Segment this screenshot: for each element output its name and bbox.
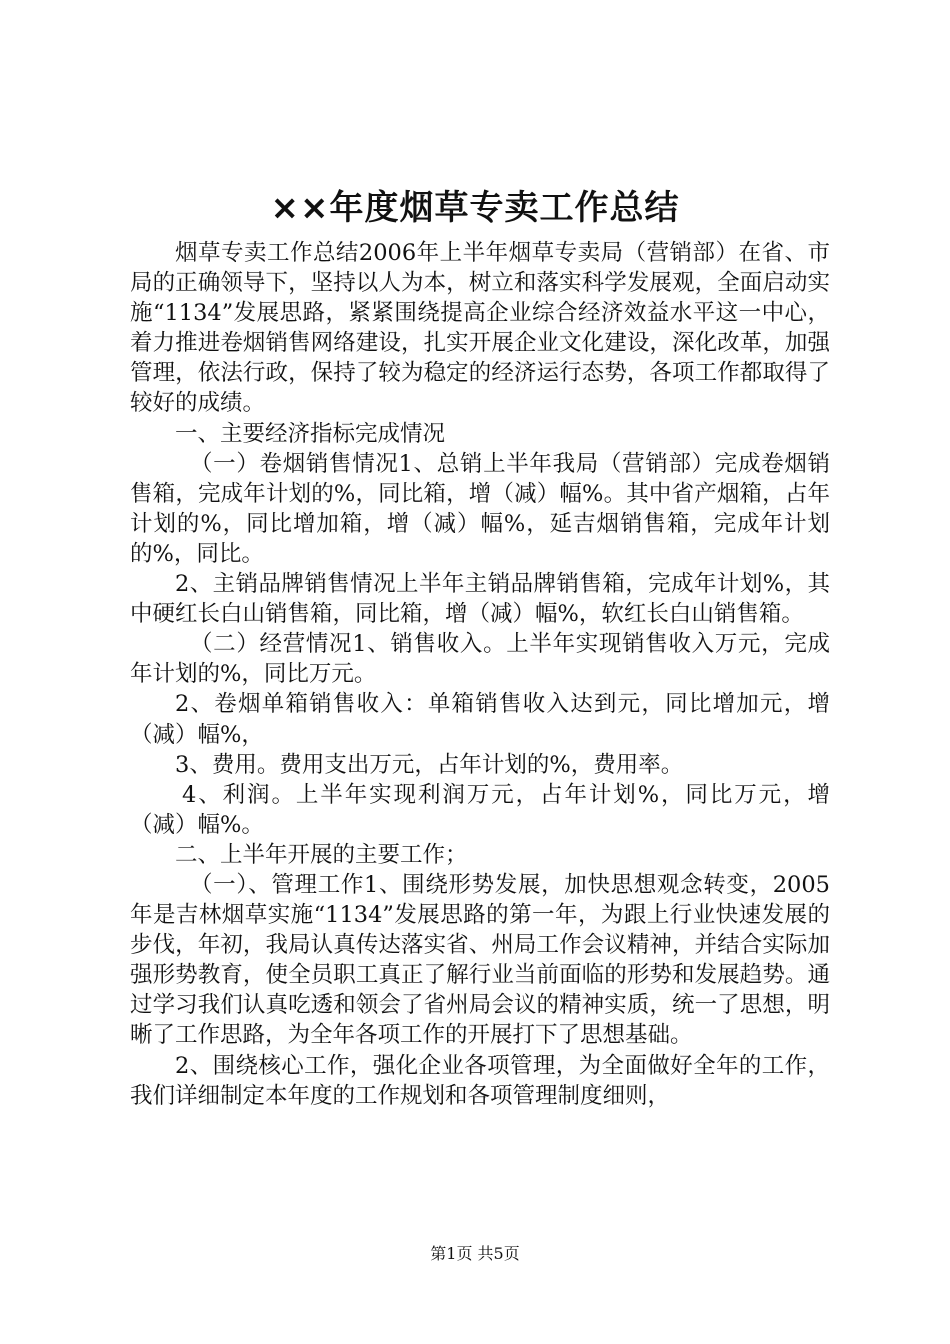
section-heading-2: 二、上半年开展的主要工作；: [175, 841, 468, 868]
paragraph-unit-revenue: 2、卷烟单箱销售收入：单箱销售收入达到元，同比增加元，增（减）幅%，: [130, 691, 830, 748]
section-heading-1: 一、主要经济指标完成情况: [175, 420, 446, 447]
document-body: [130, 238, 830, 1111]
paragraph-intro: 烟草专卖工作总结2006年上半年烟草专卖局（营销部）在省、市局的正确领导下，坚持以人为本，树立和落实科学发展观，全面启动实施“1134”发展思路，紧紧围绕提高企业综合经济效益水平这一中心，着力推进卷烟销售网络建设，扎实开展企业文化建设，深化改革，加强管理，依法行政，保持了较为稳定的经济运行态势，各项工作都取得了较好的成绩。: [130, 240, 830, 417]
page-number-footer: 第1页 共5页: [430, 1244, 520, 1263]
paragraph-operations: （二）经营情况1、销售收入。上半年实现销售收入万元，完成年计划的%，同比万元。: [130, 631, 830, 688]
paragraph-main-brands: 2、主销品牌销售情况上半年主销品牌销售箱，完成年计划%，其中硬红长白山销售箱，同比箱，增（减）幅%，软红长白山销售箱。: [130, 571, 830, 628]
paragraph-expenses: 3、费用。费用支出万元，占年计划的%，费用率。: [175, 751, 684, 778]
document-title: ××年度烟草专卖工作总结: [270, 188, 680, 228]
paragraph-profit: 4、利润。上半年实现利润万元，占年计划%，同比万元，增（减）幅%。: [130, 781, 830, 838]
paragraph-core-work: 2、围绕核心工作，强化企业各项管理，为全面做好全年的工作，我们详细制定本年度的工作规划和各项管理制度细则，: [130, 1052, 830, 1109]
paragraph-management: （一）、管理工作1、围绕形势发展，加快思想观念转变，2005年是吉林烟草实施“1134”发展思路的第一年，为跟上行业快速发展的步伐，年初，我局认真传达落实省、州局工作会议精神，并结合实际加强形势教育，使全员职工真正了解行业当前面临的形势和发展趋势。通过学习我们认真吃透和领会了省州局会议的精神实质，统一了思想，明晰了工作思路，为全年各项工作的开展打下了思想基础。: [130, 871, 830, 1049]
paragraph-cigarette-sales: （一）卷烟销售情况1、总销上半年我局（营销部）完成卷烟销售箱，完成年计划的%，同比箱，增（减）幅%。其中省产烟箱，占年计划的%，同比增加箱，增（减）幅%，延吉烟销售箱，完成年计划的%，同比。: [130, 450, 830, 567]
